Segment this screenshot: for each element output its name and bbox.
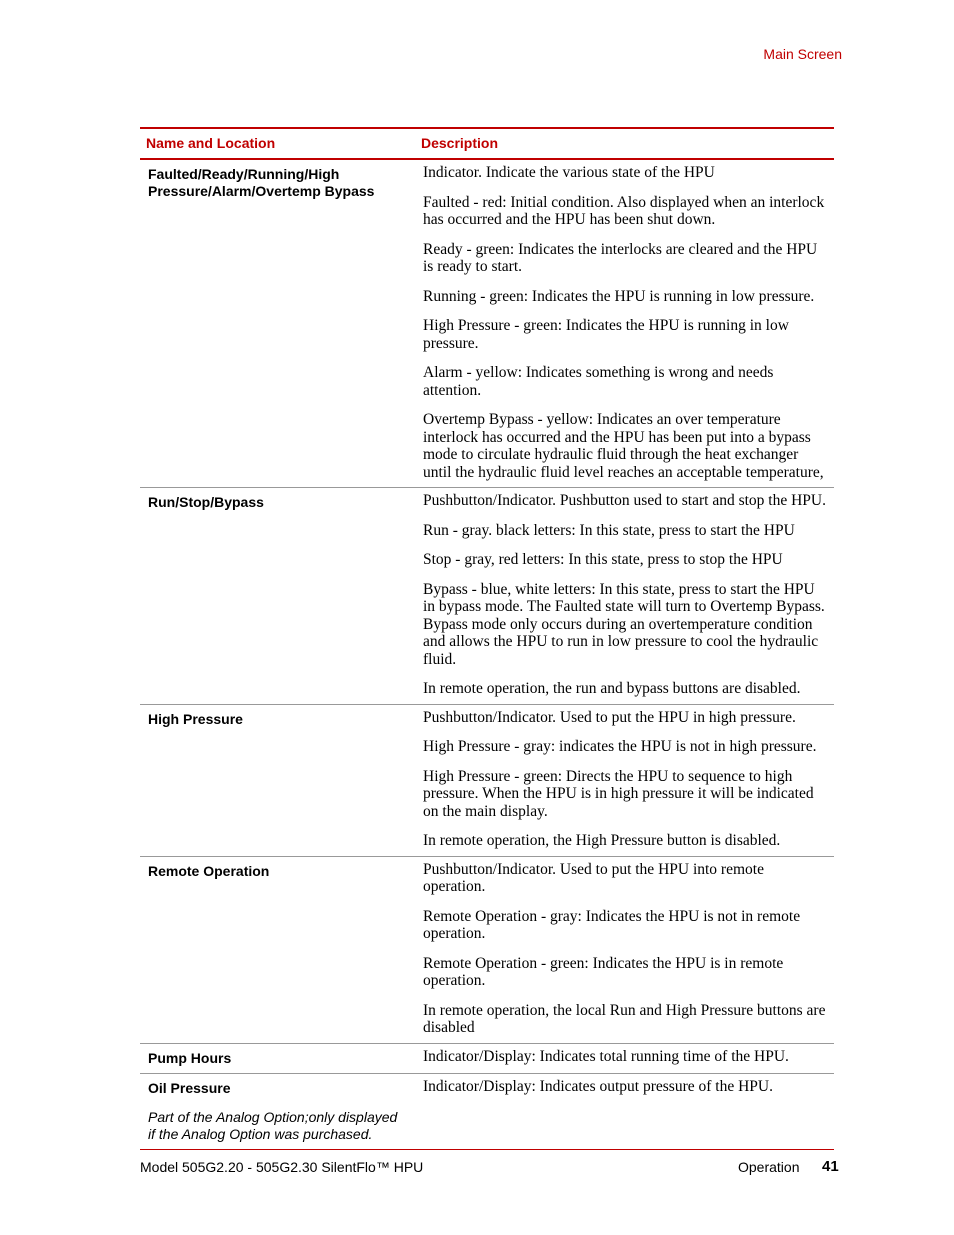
page-number: 41 (822, 1158, 839, 1175)
row-name-cell (140, 856, 415, 1043)
footer-section: Operation (738, 1159, 800, 1175)
running-header: Main Screen (763, 46, 842, 62)
description-paragraph: High Pressure - gray: indicates the HPU is not in high pressure. (423, 738, 817, 755)
description-paragraph: Alarm - yellow: Indicates something is wrong and needs attention. (423, 364, 774, 399)
row-name-cell (140, 159, 415, 488)
row-description-cell (415, 856, 834, 1043)
table-row (140, 1043, 834, 1073)
table-row (140, 159, 834, 488)
row-name: Pump Hours (148, 1049, 232, 1066)
description-paragraph: In remote operation, the run and bypass buttons are disabled. (423, 680, 801, 697)
row-name: Remote Operation (148, 862, 270, 879)
row-name-cell (140, 1043, 415, 1073)
column-header-description: Description (415, 128, 834, 159)
row-description-cell (415, 704, 834, 856)
description-paragraph: Pushbutton/Indicator. Pushbutton used to start and stop the HPU. (423, 492, 826, 509)
description-paragraph: Pushbutton/Indicator. Used to put the HPU into remote operation. (423, 860, 764, 895)
table-row (140, 488, 834, 705)
row-note: Part of the Analog Option;only displayed if the Analog Option was purchased. (148, 1108, 398, 1142)
row-description-cell (415, 1043, 834, 1073)
description-paragraph: Remote Operation - gray: Indicates the HPU is not in remote operation. (423, 907, 801, 942)
table-row (140, 1073, 834, 1149)
footer-model: Model 505G2.20 - 505G2.30 SilentFlo™ HPU (140, 1159, 424, 1175)
description-paragraph: Faulted - red: Initial condition. Also displayed when an interlock has occurred and the HPU has been shut down. (423, 193, 825, 228)
row-name: Run/Stop/Bypass (148, 494, 264, 510)
description-paragraph: Bypass - blue, white letters: In this state, press to start the HPU in bypass mode. The Faulted state will turn to Overtemp Bypass. Bypass mode only occurs during an overtemperature condition and allows the HPU to run in low pressure to cool the hydraulic fluid. (423, 580, 825, 668)
description-paragraph: In remote operation, the local Run and High Pressure buttons are disabled (423, 1001, 826, 1036)
row-description-cell (415, 488, 834, 705)
description-paragraph: Indicator/Display: Indicates output pressure of the HPU. (423, 1077, 773, 1095)
table-header-row (140, 128, 834, 159)
description-table (140, 127, 834, 1150)
description-paragraph: High Pressure - green: Directs the HPU to sequence to high pressure. When the HPU is in high pressure it will be indicated on the main display. (423, 767, 814, 820)
table-row (140, 704, 834, 856)
row-name: High Pressure (148, 710, 243, 727)
description-paragraph: Overtemp Bypass - yellow: Indicates an over temperature interlock has occurred and the HPU has been put into a bypass mode to circulate hydraulic fluid through the heat exchanger until the hydraulic fluid level reaches an acceptable temperature, (423, 411, 824, 481)
description-paragraph: Run - gray. black letters: In this state, press to start the HPU (423, 521, 795, 539)
description-paragraph: Remote Operation - green: Indicates the HPU is in remote operation. (423, 954, 784, 989)
description-paragraph: Indicator. Indicate the various state of the HPU (423, 164, 715, 181)
description-paragraph: Running - green: Indicates the HPU is running in low pressure. (423, 287, 815, 305)
description-paragraph: Ready - green: Indicates the interlocks are cleared and the HPU is ready to start. (423, 240, 818, 275)
column-header-name: Name and Location (140, 128, 415, 159)
row-name-cell (140, 1073, 415, 1149)
row-name: Faulted/Ready/Running/High Pressure/Alarm/Overtemp Bypass (148, 166, 375, 199)
row-name-cell (140, 704, 415, 856)
row-name-cell (140, 488, 415, 705)
row-name: Oil Pressure (148, 1079, 231, 1096)
description-paragraph: High Pressure - green: Indicates the HPU is running in low pressure. (423, 317, 789, 352)
description-paragraph: Indicator/Display: Indicates total running time of the HPU. (423, 1047, 789, 1065)
description-paragraph: In remote operation, the High Pressure button is disabled. (423, 832, 781, 849)
row-description-cell (415, 159, 834, 488)
table-row (140, 856, 834, 1043)
row-description-cell (415, 1073, 834, 1149)
description-paragraph: Pushbutton/Indicator. Used to put the HPU in high pressure. (423, 708, 796, 726)
description-paragraph: Stop - gray, red letters: In this state, press to stop the HPU (423, 551, 783, 568)
